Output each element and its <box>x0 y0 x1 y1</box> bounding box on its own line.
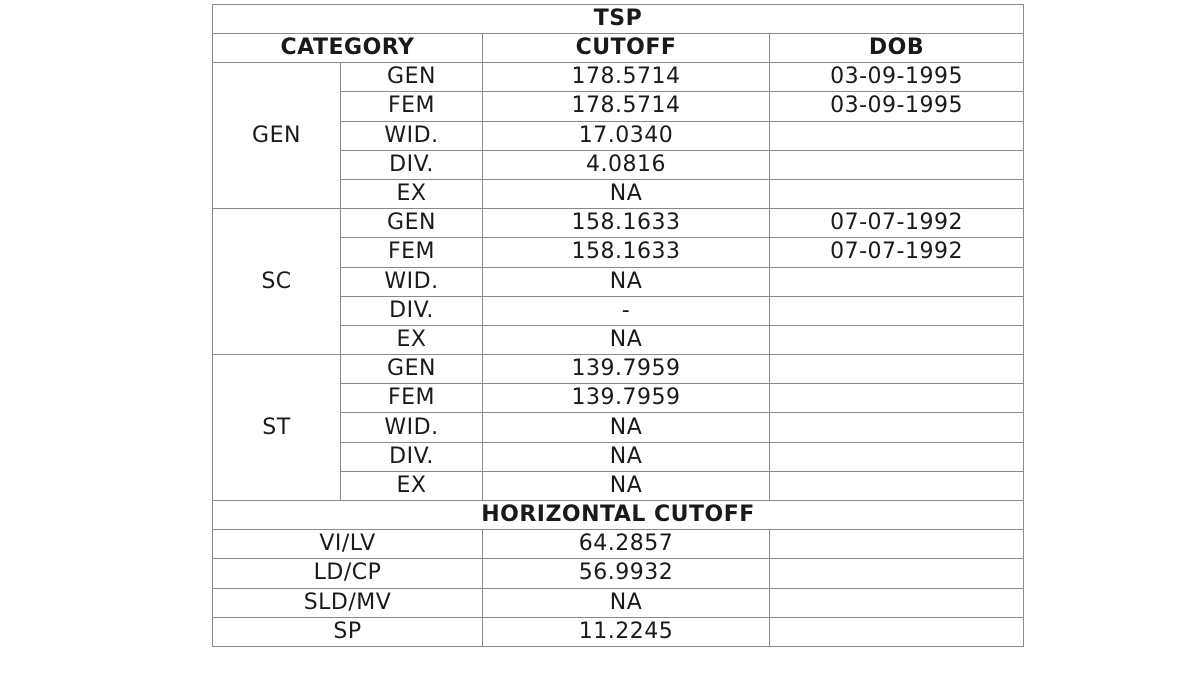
horizontal-title-row <box>213 501 1024 530</box>
cutoff-value: 17.0340 <box>483 121 770 150</box>
dob-value <box>770 413 1024 442</box>
cutoff-value: 56.9932 <box>483 559 770 588</box>
cutoff-value: NA <box>483 471 770 500</box>
dob-value: 03-09-1995 <box>770 92 1024 121</box>
cutoff-value: NA <box>483 325 770 354</box>
group-category: ST <box>213 355 341 501</box>
sub-category: EX <box>341 179 483 208</box>
sub-category: FEM <box>341 92 483 121</box>
table-row <box>213 588 1024 617</box>
dob-value <box>770 121 1024 150</box>
table-row <box>213 617 1024 646</box>
sub-category: DIV. <box>341 442 483 471</box>
table-row <box>213 559 1024 588</box>
dob-value <box>770 588 1024 617</box>
cutoff-value: 4.0816 <box>483 150 770 179</box>
cutoff-value: 178.5714 <box>483 92 770 121</box>
header-cutoff: CUTOFF <box>483 34 770 63</box>
dob-value <box>770 442 1024 471</box>
cutoff-value: 139.7959 <box>483 384 770 413</box>
dob-value <box>770 559 1024 588</box>
cutoff-value: 178.5714 <box>483 63 770 92</box>
table-row <box>213 209 1024 238</box>
cutoff-value: NA <box>483 413 770 442</box>
cutoff-value: 158.1633 <box>483 209 770 238</box>
sub-category: DIV. <box>341 150 483 179</box>
table-row <box>213 355 1024 384</box>
table-row <box>213 63 1024 92</box>
header-dob: DOB <box>770 34 1024 63</box>
dob-value: 03-09-1995 <box>770 63 1024 92</box>
dob-value: 07-07-1992 <box>770 209 1024 238</box>
table-title: TSP <box>213 5 1024 34</box>
header-category: CATEGORY <box>213 34 483 63</box>
sub-category: EX <box>341 325 483 354</box>
tsp-cutoff-table <box>212 4 1024 647</box>
dob-value <box>770 617 1024 646</box>
cutoff-document <box>212 4 1023 647</box>
horizontal-category: VI/LV <box>213 530 483 559</box>
sub-category: GEN <box>341 209 483 238</box>
dob-value <box>770 471 1024 500</box>
cutoff-value: NA <box>483 179 770 208</box>
dob-value <box>770 355 1024 384</box>
cutoff-value: NA <box>483 442 770 471</box>
sub-category: FEM <box>341 384 483 413</box>
sub-category: EX <box>341 471 483 500</box>
cutoff-value: NA <box>483 267 770 296</box>
dob-value <box>770 179 1024 208</box>
dob-value <box>770 296 1024 325</box>
sub-category: WID. <box>341 413 483 442</box>
sub-category: WID. <box>341 121 483 150</box>
cutoff-value: 139.7959 <box>483 355 770 384</box>
table-title-row <box>213 5 1024 34</box>
horizontal-category: SP <box>213 617 483 646</box>
dob-value <box>770 150 1024 179</box>
sub-category: GEN <box>341 355 483 384</box>
dob-value: 07-07-1992 <box>770 238 1024 267</box>
cutoff-value: - <box>483 296 770 325</box>
sub-category: FEM <box>341 238 483 267</box>
dob-value <box>770 384 1024 413</box>
horizontal-category: SLD/MV <box>213 588 483 617</box>
cutoff-value: NA <box>483 588 770 617</box>
table-row <box>213 530 1024 559</box>
header-row <box>213 34 1024 63</box>
sub-category: WID. <box>341 267 483 296</box>
sub-category: DIV. <box>341 296 483 325</box>
horizontal-cutoff-title: HORIZONTAL CUTOFF <box>213 501 1024 530</box>
dob-value <box>770 325 1024 354</box>
group-category: SC <box>213 209 341 355</box>
cutoff-value: 64.2857 <box>483 530 770 559</box>
cutoff-value: 11.2245 <box>483 617 770 646</box>
sub-category: GEN <box>341 63 483 92</box>
horizontal-category: LD/CP <box>213 559 483 588</box>
group-category: GEN <box>213 63 341 209</box>
dob-value <box>770 530 1024 559</box>
dob-value <box>770 267 1024 296</box>
cutoff-value: 158.1633 <box>483 238 770 267</box>
